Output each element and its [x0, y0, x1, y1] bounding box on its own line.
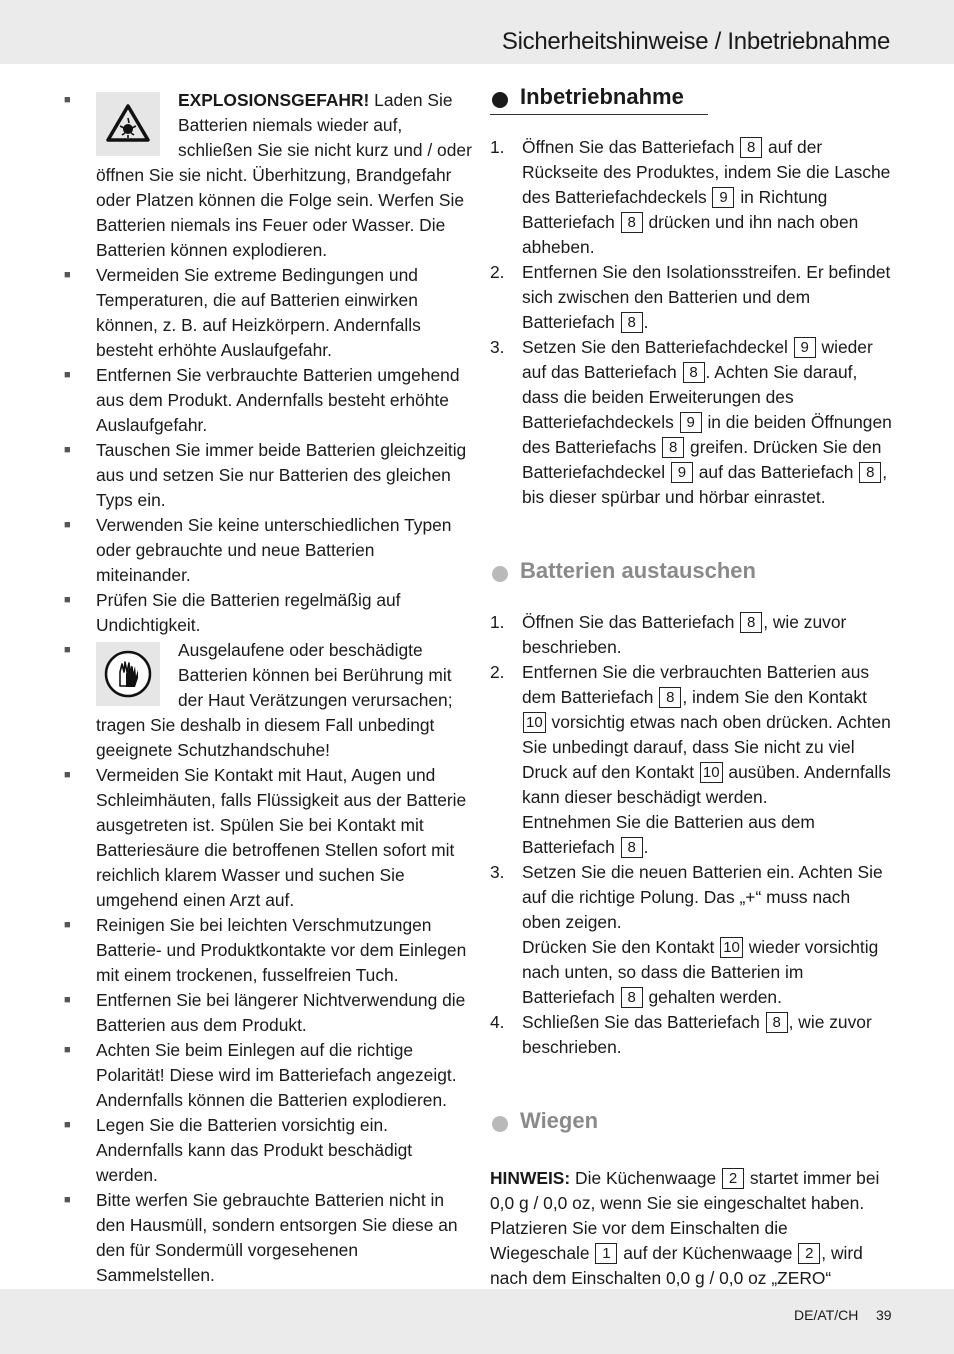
square-bullet-icon: ■ — [64, 644, 71, 656]
part-reference-number: 8 — [621, 212, 643, 233]
part-reference-number: 8 — [659, 687, 681, 708]
part-reference-number: 9 — [671, 462, 693, 483]
section-heading-inbetriebnahme: Inbetriebnahme — [490, 84, 708, 115]
step-text: Drücken Sie den Kontakt — [522, 937, 720, 957]
step-text: , bis dieser spürbar und hörbar einrastet. — [522, 462, 888, 507]
step-text: auf das Batteriefach — [693, 462, 859, 482]
step-text: Setzen Sie den Batteriefachdeckel — [522, 337, 793, 357]
square-bullet-icon: ■ — [64, 519, 71, 531]
part-reference-number: 10 — [523, 712, 546, 733]
part-reference-number: 9 — [712, 187, 734, 208]
step-text: , indem Sie den Kontakt — [682, 687, 867, 707]
step-item — [490, 260, 892, 335]
step-text: . — [643, 312, 649, 332]
page-title: Sicherheitshinweise / Inbetriebnahme — [501, 28, 890, 55]
step-body — [522, 610, 892, 660]
step-body — [522, 135, 892, 260]
part-reference-number: 8 — [740, 612, 762, 633]
part-reference-number: 10 — [720, 937, 743, 958]
page-number: 39 — [876, 1307, 892, 1323]
item-text: Achten Sie beim Einlegen auf die richtige Polarität! Diese wird im Batteriefach angezeigt. Andernfalls können die Batterien explodieren. — [96, 1040, 457, 1110]
item-text: Vermeiden Sie extreme Bedingungen und Temperaturen, die auf Batterien einwirken können, z. B. auf Heizkörpern. Andernfalls besteht erhöhte Auslaufgefahr. — [96, 265, 421, 360]
square-bullet-icon: ■ — [64, 1119, 71, 1131]
step-body — [522, 260, 892, 335]
square-bullet-icon: ■ — [64, 1194, 71, 1206]
list-item — [62, 363, 472, 438]
step-text: auf der Rückseite des Produktes, indem Sie die Lasche des Batteriefachdeckels — [522, 137, 891, 207]
step-text: auf der Küchenwaage — [618, 1243, 798, 1263]
square-bullet-icon: ■ — [64, 94, 71, 106]
part-reference-number: 2 — [798, 1243, 820, 1264]
step-item — [490, 860, 892, 1010]
step-text: Entfernen Sie die verbrauchten Batterien aus dem Batteriefach — [522, 662, 870, 707]
step-body — [522, 1010, 892, 1060]
step-text: drücken und ihn nach oben abheben. — [522, 212, 859, 257]
part-reference-number: 8 — [859, 462, 881, 483]
step-item — [490, 335, 892, 510]
part-reference-number: 8 — [621, 837, 643, 858]
step-number: 1. — [490, 612, 505, 632]
item-text: Legen Sie die Batterien vorsichtig ein. Andernfalls kann das Produkt beschädigt werden. — [96, 1115, 413, 1185]
square-bullet-icon: ■ — [64, 594, 71, 606]
item-text: Ausgelaufene oder beschädigte Batterien können bei Berührung mit der Haut Verätzungen verursachen; tragen Sie deshalb in diesem Fall unbedingt geeignete Schutzhandschuhe! — [96, 640, 453, 760]
section-bullet-icon — [492, 566, 508, 582]
protective-gloves-icon — [96, 642, 160, 706]
step-text: , wie zuvor beschrieben. — [522, 612, 847, 657]
list-item — [62, 263, 472, 363]
part-reference-number: 9 — [794, 337, 816, 358]
list-item — [62, 988, 472, 1038]
step-text: ausüben. Andernfalls kann dieser beschädigt werden. — [522, 762, 891, 807]
page-header — [0, 0, 954, 64]
item-text: Entfernen Sie verbrauchte Batterien umgehend aus dem Produkt. Andernfalls besteht erhöhte Auslaufgefahr. — [96, 365, 460, 435]
step-item — [490, 135, 892, 260]
list-item — [62, 913, 472, 988]
part-reference-number: 1 — [595, 1243, 617, 1264]
step-text: in Richtung Batteriefach — [522, 187, 828, 232]
section-bullet-icon — [492, 92, 508, 108]
steps-batterien-austauschen — [490, 610, 892, 1060]
step-text: wieder auf das Batteriefach — [522, 337, 873, 382]
part-reference-number: 8 — [740, 137, 762, 158]
list-item — [62, 1038, 472, 1113]
step-text: Schließen Sie das Batteriefach — [522, 1012, 765, 1032]
step-number: 1. — [490, 137, 505, 157]
part-reference-number: 2 — [722, 1168, 744, 1189]
item-text: Laden Sie Batterien niemals wieder auf, schließen Sie sie nicht kurz und / oder öffnen Sie sie nicht. Überhitzung, Brandgefahr oder Platzen können die Folge sein. Werfen Sie Batterien niemals ins Feuer oder Wasser. Die Batterien können explodieren. — [96, 90, 472, 260]
step-text: Die Küchenwaage — [575, 1168, 722, 1188]
step-body — [522, 860, 892, 1010]
item-text: Prüfen Sie die Batterien regelmäßig auf Undichtigkeit. — [96, 590, 401, 635]
step-text: , wird nach dem Einschalten 0,0 g / 0,0 oz „ZERO“ — [490, 1243, 863, 1288]
step-number: 3. — [490, 862, 505, 882]
part-reference-number: 9 — [680, 412, 702, 433]
step-text: Öffnen Sie das Batteriefach — [522, 137, 740, 157]
list-item — [62, 763, 472, 913]
note-label: HINWEIS: — [490, 1168, 571, 1188]
step-item — [490, 1010, 892, 1060]
safety-list — [62, 88, 472, 1288]
item-text: Bitte werfen Sie gebrauchte Batterien nicht in den Hausmüll, sondern entsorgen Sie diese an den für Sondermüll vorgesehenen Sammelstellen. — [96, 1190, 458, 1285]
list-item — [62, 1113, 472, 1188]
step-number: 2. — [490, 262, 505, 282]
square-bullet-icon: ■ — [64, 269, 71, 281]
step-item — [490, 660, 892, 860]
step-text: Öffnen Sie das Batteriefach — [522, 612, 740, 632]
step-number: 3. — [490, 337, 505, 357]
part-reference-number: 8 — [662, 437, 684, 458]
part-reference-number: 8 — [766, 1012, 788, 1033]
right-column — [490, 84, 892, 1316]
part-reference-number: 8 — [683, 362, 705, 383]
step-text: Entfernen Sie den Isolationsstreifen. Er befindet sich zwischen den Batterien und dem Batteriefach — [522, 262, 891, 332]
footer-locale: DE/AT/CH — [794, 1307, 859, 1323]
step-body — [522, 335, 892, 510]
square-bullet-icon: ■ — [64, 1044, 71, 1056]
warning-label: EXPLOSIONSGEFAHR! — [178, 90, 370, 110]
square-bullet-icon: ■ — [64, 919, 71, 931]
step-text: vorsichtig etwas nach oben drücken. Achten Sie unbedingt darauf, dass Sie nicht zu viel Druck auf den Kontakt — [522, 712, 891, 782]
step-text: . Achten Sie darauf, dass die beiden Erweiterungen des Batteriefachdeckels — [522, 362, 858, 432]
part-reference-number: 8 — [621, 987, 643, 1008]
steps-inbetriebnahme — [490, 135, 892, 510]
step-text: . — [643, 837, 649, 857]
step-text: wieder vorsichtig nach unten, so dass die Batterien im Batteriefach — [522, 937, 879, 1007]
step-number: 4. — [490, 1012, 505, 1032]
square-bullet-icon: ■ — [64, 444, 71, 456]
section-heading-wiegen: Wiegen — [490, 1108, 892, 1140]
explosion-warning-icon — [96, 92, 160, 156]
step-item — [490, 610, 892, 660]
item-text: Entfernen Sie bei längerer Nichtverwendung die Batterien aus dem Produkt. — [96, 990, 466, 1035]
item-text: Tauschen Sie immer beide Batterien gleichzeitig aus und setzen Sie nur Batterien des gleichen Typs ein. — [96, 440, 467, 510]
item-text: Vermeiden Sie Kontakt mit Haut, Augen und Schleimhäuten, falls Flüssigkeit aus der Batterie ausgetreten ist. Spülen Sie bei Kontakt mit Batteriesäure die betroffenen Stellen sofort mit reichlich klarem Wasser und suchen Sie umgehend einen Arzt auf. — [96, 765, 467, 910]
part-reference-number: 10 — [700, 762, 723, 783]
step-body — [522, 660, 892, 860]
item-text: Reinigen Sie bei leichten Verschmutzungen Batterie- und Produktkontakte vor dem Einlegen mit einem trockenen, fusselfreien Tuch. — [96, 915, 467, 985]
step-number: 2. — [490, 662, 505, 682]
part-reference-number: 8 — [621, 312, 643, 333]
list-item — [62, 513, 472, 588]
list-item — [62, 438, 472, 513]
section-heading-batterien-austauschen: Batterien austauschen — [490, 558, 892, 590]
square-bullet-icon: ■ — [64, 769, 71, 781]
section-bullet-icon — [492, 1116, 508, 1132]
step-text: greifen. Drücken Sie den Batteriefachdeckel — [522, 437, 882, 482]
list-item — [62, 588, 472, 638]
square-bullet-icon: ■ — [64, 369, 71, 381]
step-text: gehalten werden. — [643, 987, 782, 1007]
list-item — [62, 88, 472, 263]
step-text: Setzen Sie die neuen Batterien ein. Achten Sie auf die richtige Polung. Das „+“ muss nach oben zeigen. — [522, 862, 883, 932]
step-text: , wie zuvor beschrieben. — [522, 1012, 872, 1057]
list-item — [62, 1188, 472, 1288]
list-item — [62, 638, 472, 763]
page-footer — [0, 1289, 954, 1354]
step-text: in die beiden Öffnungen des Batteriefachs — [522, 412, 892, 457]
square-bullet-icon: ■ — [64, 994, 71, 1006]
item-text: Verwenden Sie keine unterschiedlichen Typen oder gebrauchte und neue Batterien miteinander. — [96, 515, 452, 585]
step-text: Entnehmen Sie die Batterien aus dem Batteriefach — [522, 812, 815, 857]
step-text: startet immer bei 0,0 g / 0,0 oz, wenn Sie sie eingeschaltet haben. Platzieren Sie vor dem Einschalten die Wiegeschale — [490, 1168, 880, 1263]
